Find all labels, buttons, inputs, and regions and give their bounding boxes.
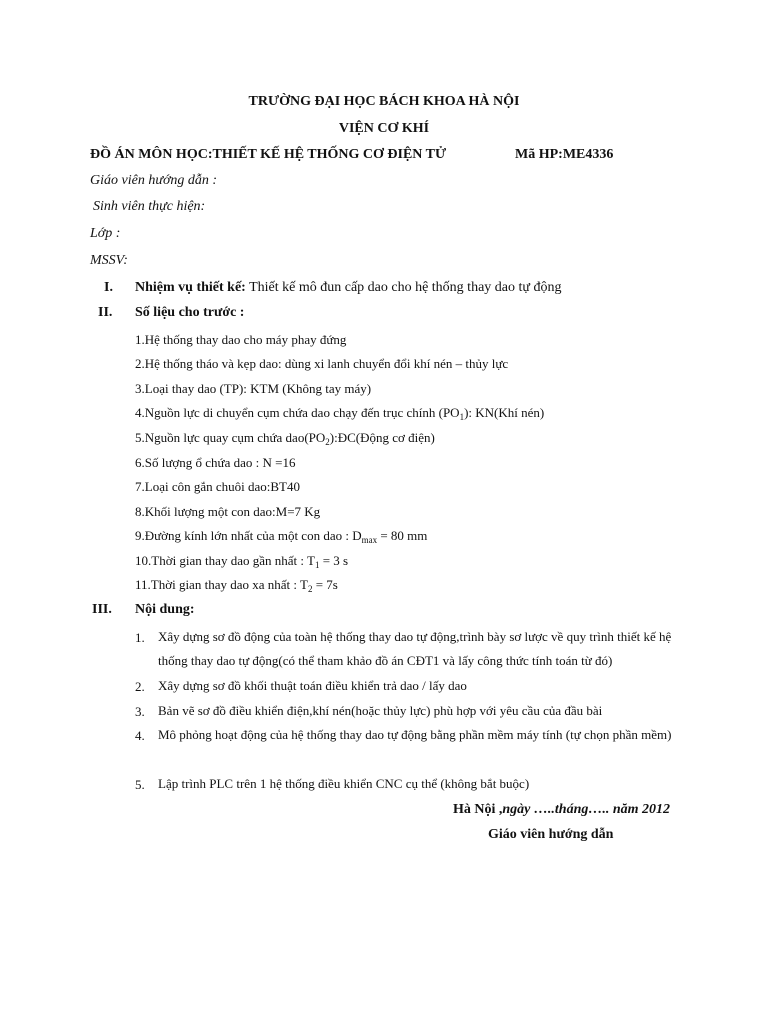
given-item-6: 6.Số lượng ổ chứa dao : N =16 xyxy=(135,455,296,470)
given-item-2: 2.Hệ thống tháo và kẹp dao: dùng xi lanh chuyển đổi khí nén – thủy lực xyxy=(135,356,509,371)
section-1-title: Nhiệm vụ thiết kế: xyxy=(135,280,246,295)
given-item-8: 8.Khối lượng một con dao:M=7 Kg xyxy=(135,504,321,519)
content-item-4-number: 4. xyxy=(135,728,145,743)
project-title: ĐỒ ÁN MÔN HỌC:THIẾT KẾ HỆ THỐNG CƠ ĐIỆN TỬ xyxy=(90,147,447,162)
date-line xyxy=(453,801,670,818)
given-item-11-rest: = 7s xyxy=(312,577,338,592)
class-label: Lớp : xyxy=(90,226,121,241)
institute-name: VIỆN CƠ KHÍ xyxy=(338,121,430,136)
content-item-3-text: Bản vẽ sơ đồ điều khiển điện,khí nén(hoặc thủy lực) phù hợp với yêu cầu của đầu bài xyxy=(158,703,603,718)
section-1-text: Thiết kế mô đun cấp dao cho hệ thống thay dao tự động xyxy=(249,280,562,295)
given-item-11-text: 11.Thời gian thay dao xa nhất : T xyxy=(135,577,308,592)
course-code: Mã HP:ME4336 xyxy=(515,147,614,162)
given-item-3: 3.Loại thay dao (TP): KTM (Không tay máy) xyxy=(135,381,372,396)
given-item-11 xyxy=(135,576,338,598)
student-label: Sinh viên thực hiện: xyxy=(93,199,206,214)
given-item-10-sub: 1 xyxy=(314,560,320,570)
content-item-1-number: 1. xyxy=(135,630,145,645)
content-item-4-text: Mô phỏng hoạt động của hệ thống thay dao tự động bằng phần mềm máy tính (tự chọn phần mềm) xyxy=(158,727,672,742)
instructor-label: Giáo viên hướng dẫn : xyxy=(90,173,218,188)
section-1-line xyxy=(135,279,561,296)
given-item-7: 7.Loại côn gắn chuôi dao:BT40 xyxy=(135,479,300,494)
content-item-5-number: 5. xyxy=(135,777,145,792)
given-item-10 xyxy=(135,552,348,574)
given-item-11-sub: 2 xyxy=(307,584,313,594)
given-item-5-text: 5.Nguồn lực quay cụm chứa dao(PO xyxy=(135,430,326,445)
given-item-9-sub: max xyxy=(361,535,378,545)
date-text: ngày …..tháng….. năm 2012 xyxy=(502,802,671,817)
given-item-9-text: 9.Đường kính lớn nhất của một con dao : D xyxy=(135,528,362,543)
given-item-10-text: 10.Thời gian thay dao gần nhất : T xyxy=(135,553,315,568)
content-item-2-number: 2. xyxy=(135,679,145,694)
given-item-5 xyxy=(135,429,435,451)
section-3-title: Nội dung: xyxy=(135,602,195,617)
content-item-2-text: Xây dựng sơ đồ khối thuật toán điều khiển trả dao / lấy dao xyxy=(158,678,467,693)
content-item-3-number: 3. xyxy=(135,704,145,719)
id-label: MSSV: xyxy=(90,253,128,268)
given-item-5-rest: ):ĐC(Động cơ điện) xyxy=(329,430,435,445)
content-item-5-text: Lập trình PLC trên 1 hệ thống điều khiển CNC cụ thể (không bắt buộc) xyxy=(158,776,530,791)
signature-label: Giáo viên hướng dẫn xyxy=(488,827,614,842)
given-item-4 xyxy=(135,404,544,426)
section-1-numeral: I. xyxy=(104,280,113,295)
section-2-numeral: II. xyxy=(98,305,113,320)
section-2-title: Số liệu cho trước : xyxy=(135,305,245,320)
date-place: Hà Nội , xyxy=(453,802,503,817)
given-item-9-rest: = 80 mm xyxy=(377,528,428,543)
given-item-4-rest: ): KN(Khí nén) xyxy=(464,405,545,420)
university-name: TRƯỜNG ĐẠI HỌC BÁCH KHOA HÀ NỘI xyxy=(248,94,520,109)
given-item-5-sub: 2 xyxy=(325,437,330,447)
given-item-4-sub: 1 xyxy=(459,412,465,422)
given-item-4-text: 4.Nguồn lực di chuyển cụm chứa dao chạy đến trục chính (PO xyxy=(135,405,460,420)
given-item-10-rest: = 3 s xyxy=(319,553,349,568)
section-3-numeral: III. xyxy=(92,602,112,617)
given-item-1: 1.Hệ thống thay dao cho máy phay đứng xyxy=(135,332,347,347)
given-item-9 xyxy=(135,527,427,549)
content-item-1-text: Xây dựng sơ đồ động của toàn hệ thống thay dao tự động,trình bày sơ lược về quy trình thiết kế hệ thống thay dao tự động(có thể tham khảo đồ án CĐT1 và lấy công thức tính toán từ đó) xyxy=(158,629,672,668)
